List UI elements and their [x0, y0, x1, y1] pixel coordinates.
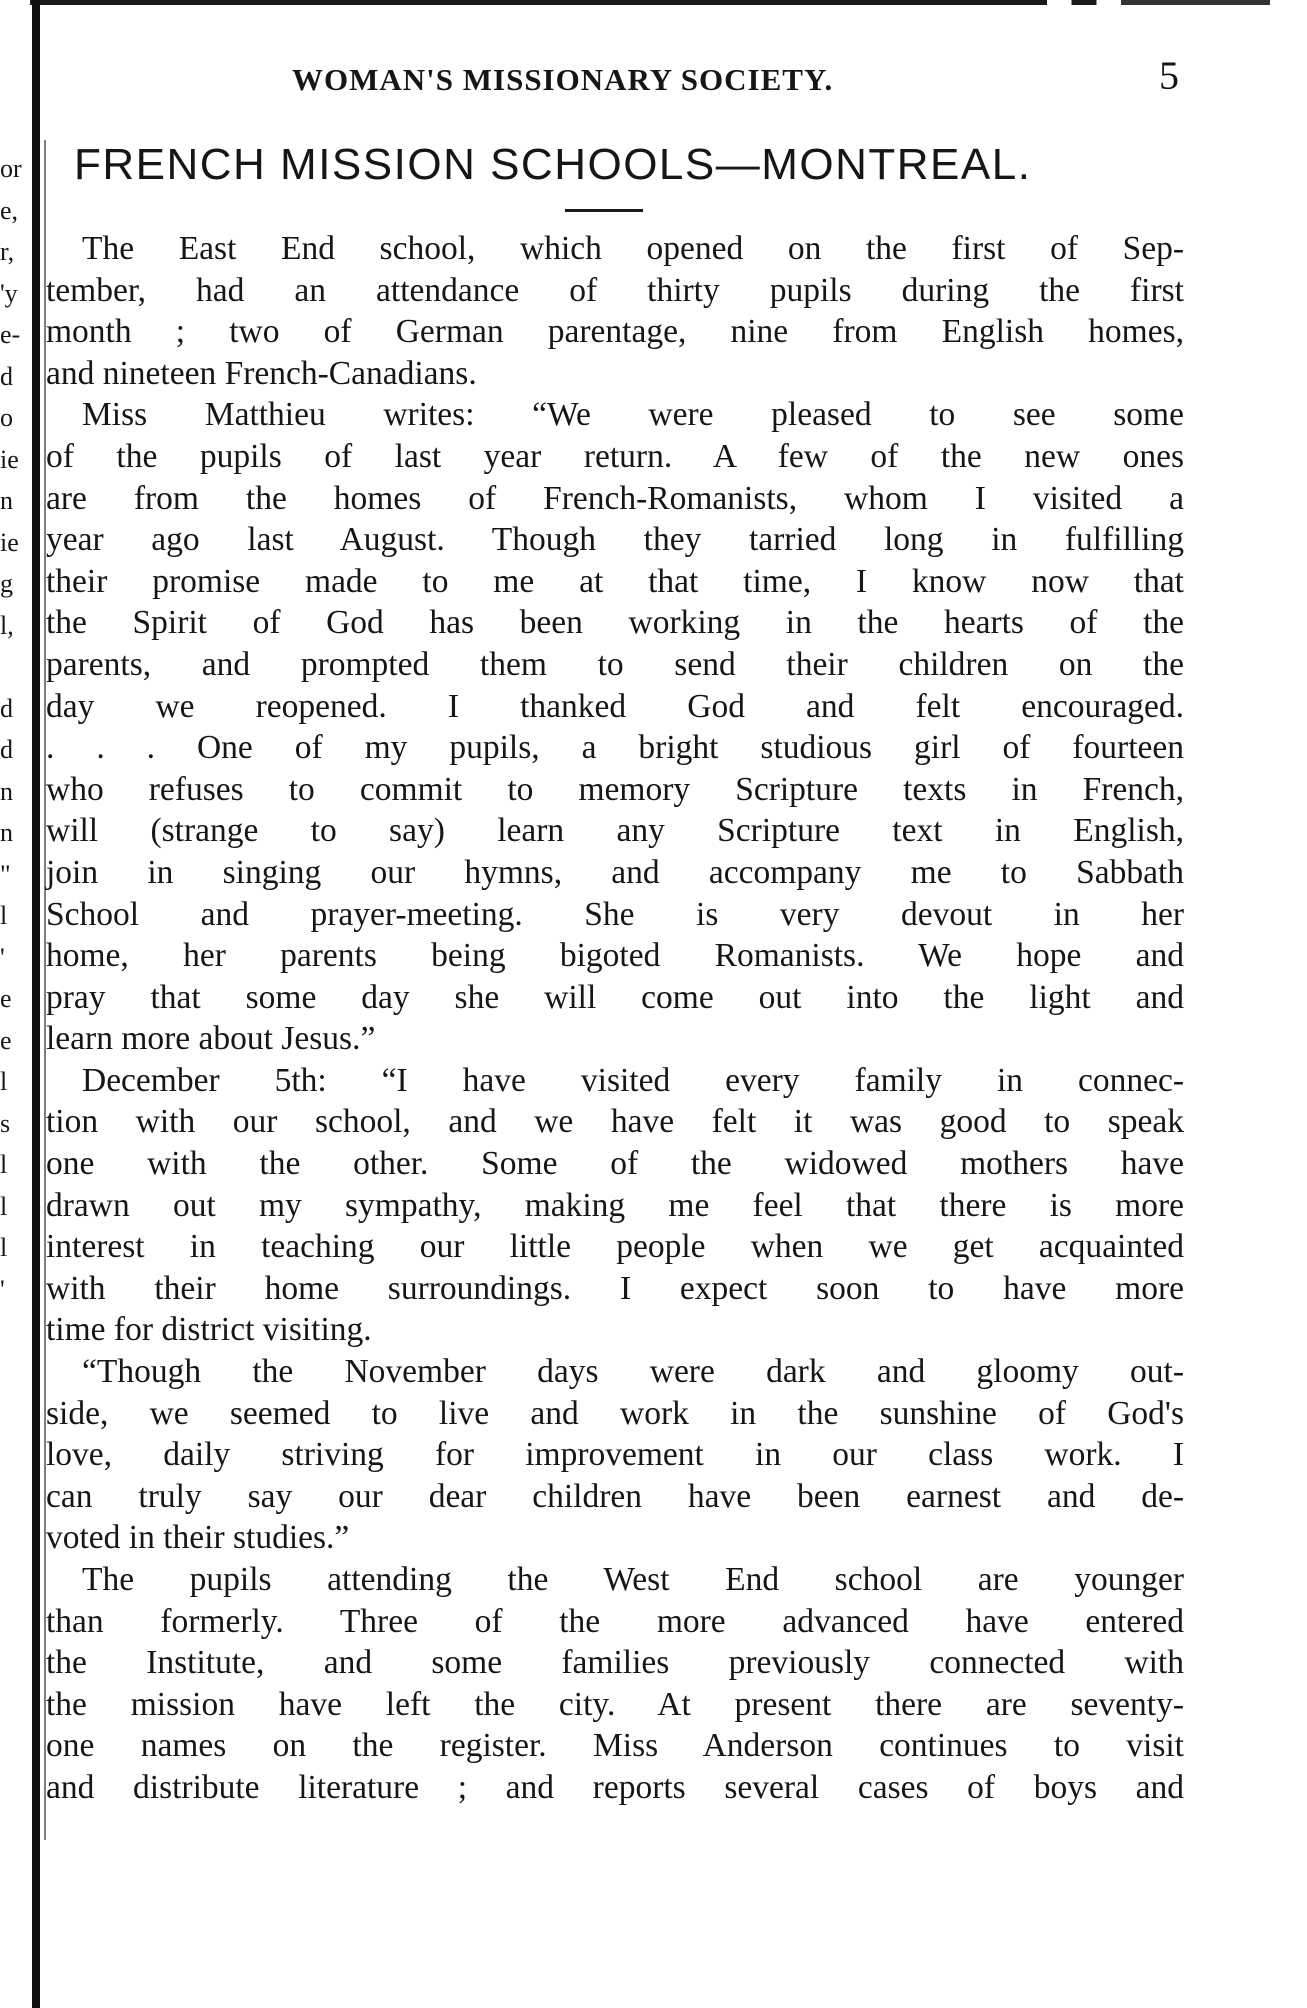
- margin-fragment: or: [0, 154, 22, 183]
- text-line: pray that some day she will come out into the light and: [46, 978, 1184, 1016]
- margin-fragment: d: [0, 693, 13, 723]
- text-line: interest in teaching our little people when we get acquainted: [46, 1228, 1184, 1266]
- text-line: December 5th: “I have visited every family in connec-: [82, 1061, 1184, 1099]
- text-line: one names on the register. Miss Anderson continues to visit: [46, 1727, 1184, 1765]
- text-line: home, her parents being bigoted Romanists. We hope and: [46, 937, 1184, 975]
- margin-fragment: e: [0, 984, 12, 1013]
- margin-fragment: g: [0, 569, 13, 598]
- margin-fragment: l: [0, 901, 8, 930]
- text-line: can truly say our dear children have been earnest and de-: [46, 1477, 1184, 1515]
- text-line: time for district visiting.: [46, 1311, 372, 1349]
- text-line: School and prayer-meeting. She is very devout in her: [46, 895, 1184, 933]
- margin-fragment: 'y: [0, 278, 18, 308]
- text-line: love, daily striving for improvement in our class work. I: [46, 1436, 1184, 1474]
- margin-fragment: l: [0, 1191, 8, 1221]
- margin-fragment: ie: [0, 444, 19, 474]
- margin-fragment: r,: [0, 237, 15, 266]
- previous-page-margin-fragments: [0, 148, 28, 1310]
- text-line: their promise made to me at that time, I know now that: [46, 562, 1184, 600]
- text-line: with their home surroundings. I expect soon to have more: [46, 1269, 1184, 1307]
- margin-fragment: l,: [0, 610, 14, 640]
- margin-fragment: o: [0, 403, 13, 432]
- text-line: tion with our school, and we have felt it was good to speak: [46, 1103, 1184, 1141]
- text-line: day we reopened. I thanked God and felt encouraged.: [46, 687, 1184, 725]
- text-line: will (strange to say) learn any Scripture text in English,: [46, 812, 1184, 850]
- margin-fragment: l: [0, 1067, 8, 1096]
- text-line: the Institute, and some families previously connected with: [46, 1644, 1184, 1682]
- text-line: tember, had an attendance of thirty pupils during the first: [46, 271, 1184, 309]
- top-rule: [30, 0, 1270, 5]
- margin-fragment: e: [0, 1025, 12, 1055]
- margin-fragment: d: [0, 361, 13, 391]
- text-line: . . . One of my pupils, a bright studious girl of fourteen: [46, 729, 1184, 767]
- margin-fragment: n: [0, 818, 13, 847]
- text-line: side, we seemed to live and work in the sunshine of God's: [46, 1394, 1184, 1432]
- text-line: who refuses to commit to memory Scripture texts in French,: [46, 770, 1184, 808]
- text-line: and nineteen French-Canadians.: [46, 354, 477, 392]
- text-line: the Spirit of God has been working in the hearts of the: [46, 604, 1184, 642]
- text-line: and distribute literature ; and reports several cases of boys and: [46, 1768, 1184, 1806]
- article-body: [46, 228, 1184, 1809]
- text-line: parents, and prompted them to send their children on the: [46, 645, 1184, 683]
- text-line: year ago last August. Though they tarried long in fulfilling: [46, 521, 1184, 559]
- margin-fragment: l: [0, 1233, 8, 1262]
- running-head: WOMAN'S MISSIONARY SOCIETY.: [292, 62, 834, 97]
- margin-fragment: ': [0, 1274, 5, 1304]
- binding-rule: [32, 0, 40, 2008]
- margin-fragment: n: [0, 776, 13, 806]
- text-line: of the pupils of last year return. A few of the new ones: [46, 437, 1184, 475]
- article-title: FRENCH MISSION SCHOOLS—MONTREAL.: [74, 140, 1032, 189]
- title-divider: [565, 209, 643, 212]
- margin-fragment: n: [0, 486, 13, 515]
- text-line: are from the homes of French-Romanists, whom I visited a: [46, 479, 1184, 517]
- margin-fragment: ie: [0, 527, 19, 557]
- text-line: one with the other. Some of the widowed mothers have: [46, 1145, 1184, 1183]
- text-line: The pupils attending the West End school are younger: [82, 1561, 1184, 1598]
- text-line: voted in their studies.”: [46, 1519, 350, 1557]
- margin-fragment: d: [0, 735, 13, 764]
- margin-fragment: l: [0, 1150, 8, 1179]
- text-line: learn more about Jesus.”: [46, 1020, 376, 1058]
- text-line: month ; two of German parentage, nine from English homes,: [46, 313, 1184, 351]
- margin-fragment: e,: [0, 195, 19, 225]
- margin-fragment: ": [0, 859, 11, 889]
- text-line: the mission have left the city. At present there are seventy-: [46, 1685, 1184, 1723]
- text-line: join in singing our hymns, and accompany me to Sabbath: [46, 853, 1184, 891]
- margin-fragment: [0, 646, 28, 688]
- text-line: drawn out my sympathy, making me feel that there is more: [46, 1186, 1184, 1224]
- margin-fragment: s: [0, 1108, 11, 1138]
- page-number: 5: [1159, 53, 1179, 98]
- text-line: Miss Matthieu writes: “We were pleased to see some: [82, 396, 1184, 434]
- text-line: than formerly. Three of the more advanced have entered: [46, 1602, 1184, 1640]
- text-line: “Though the November days were dark and gloomy out-: [82, 1353, 1184, 1391]
- margin-fragment: e-: [0, 320, 21, 349]
- margin-fragment: ': [0, 942, 5, 972]
- text-line: The East End school, which opened on the first of Sep-: [82, 230, 1184, 267]
